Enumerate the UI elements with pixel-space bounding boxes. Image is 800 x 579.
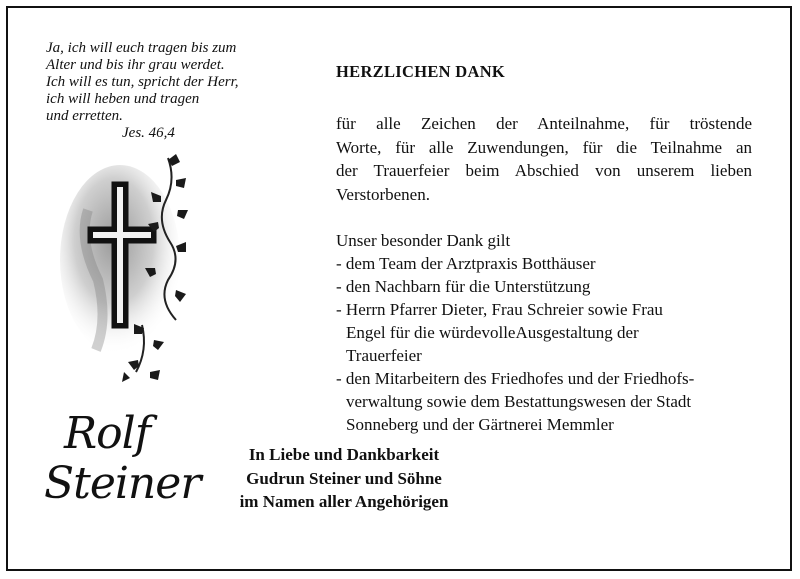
- thanks-intro: Unser besonder Dank gilt: [336, 231, 511, 250]
- thanks-item-continuation: Sonneberg und der Gärtnerei Memmler: [346, 415, 614, 434]
- signature-line: im Namen aller Angehörigen: [239, 492, 449, 511]
- thanks-item-continuation: verwaltung sowie dem Bestattungswesen der Stadt: [346, 392, 692, 411]
- paragraph-line: für alle Zeichen der Anteilnahme, für tröstende: [336, 114, 752, 133]
- signature-block: [215, 443, 473, 514]
- bible-verse: [46, 40, 296, 142]
- signature-line: Gudrun Steiner und Söhne: [246, 468, 442, 488]
- deceased-first-name: Rolf: [64, 408, 150, 459]
- paragraph-line: der Trauerfeier beim Abschied von unserem lieben: [336, 161, 752, 180]
- cross-with-ivy-image: [58, 150, 208, 390]
- verse-line: und erretten.: [46, 108, 123, 124]
- signature-line: In Liebe und Dankbarkeit: [248, 445, 440, 464]
- thanks-item: - den Nachbarn für die Unterstützung: [336, 277, 591, 296]
- notice-title: HERZLICHEN DANK: [336, 62, 506, 81]
- thanks-item: - Herrn Pfarrer Dieter, Frau Schreier sowie Frau: [336, 300, 663, 319]
- verse-line: Ich will es tun, spricht der Herr,: [46, 74, 239, 90]
- thanks-item-continuation: Trauerfeier: [346, 346, 422, 365]
- thanks-list: [336, 252, 766, 436]
- verse-line: Ja, ich will euch tragen bis zum: [46, 40, 237, 56]
- deceased-name: [40, 408, 200, 513]
- verse-reference: Jes. 46,4: [122, 125, 175, 141]
- thanks-item: - dem Team der Arztpraxis Botthäuser: [336, 254, 596, 273]
- paragraph-line: Verstorbenen.: [336, 184, 430, 204]
- verse-line: Alter und bis ihr grau werdet.: [46, 57, 225, 73]
- cross-icon: [58, 150, 208, 390]
- verse-line: ich will heben und tragen: [46, 91, 200, 107]
- paragraph-line: Worte, für alle Zuwendungen, für die Teilnahme an: [336, 137, 752, 157]
- deceased-last-name: Steiner: [44, 458, 201, 509]
- thanks-paragraph: [336, 112, 752, 206]
- thanks-item-continuation: Engel für die würdevolleAusgestaltung der: [346, 323, 639, 342]
- thanks-item: - den Mitarbeitern des Friedhofes und der Friedhofs-: [336, 369, 695, 388]
